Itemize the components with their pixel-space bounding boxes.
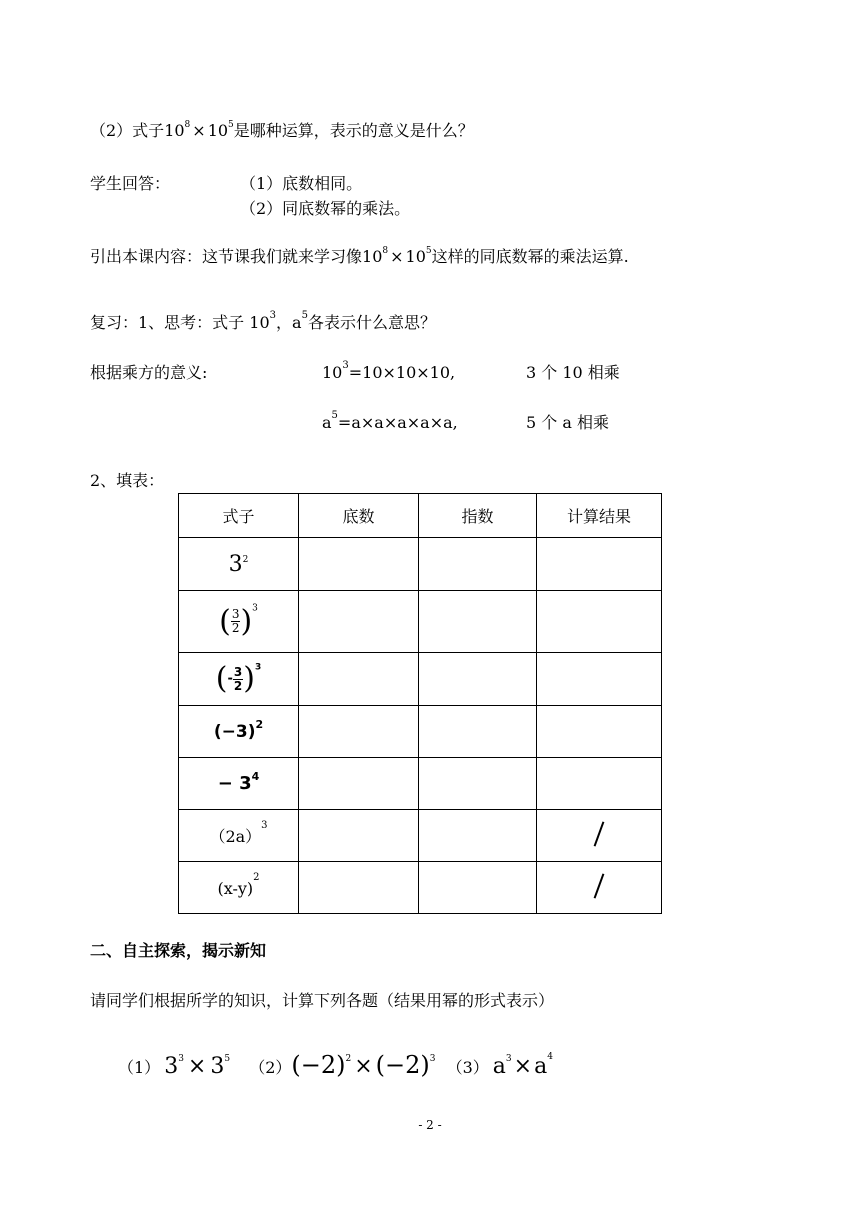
result-cell-not-applicable	[537, 862, 662, 914]
power-exponent: 4	[547, 1052, 553, 1062]
power-exponent: 3	[178, 1054, 184, 1064]
base-cell[interactable]	[299, 810, 419, 862]
fill-in-table	[178, 493, 662, 914]
slash-mark	[594, 821, 605, 846]
student-answer-1: （1）底数相同。	[240, 174, 363, 193]
left-paren: (	[215, 661, 228, 696]
power-base: (−2)	[375, 1051, 430, 1079]
review-middle: ，a	[276, 313, 302, 332]
expansion: =10×10×10,	[348, 363, 456, 382]
power-exponent: 3	[252, 603, 258, 613]
power-base: 3	[164, 1054, 179, 1079]
power-exponent: 3	[505, 1054, 512, 1064]
right-paren: )	[240, 603, 253, 639]
table-row	[179, 591, 662, 653]
power-exponent: 8	[184, 120, 191, 130]
power-exponent: 2	[253, 871, 260, 883]
header-expression: 式子	[179, 494, 299, 538]
exercise-1-label: （1）	[118, 1058, 161, 1077]
slash-mark	[594, 873, 605, 898]
table-row	[179, 758, 662, 810]
power-exponent: 3	[429, 1054, 436, 1064]
expression-cell	[179, 653, 299, 706]
exercise-2-label: （2）	[249, 1058, 292, 1077]
question-2-suffix: 是哪种运算，表示的意义是什么？	[233, 121, 474, 140]
power-exponent: 5	[228, 120, 234, 130]
power-base: a	[322, 413, 332, 432]
table-row	[179, 862, 662, 914]
power-base: (x-y)	[217, 878, 254, 898]
header-exponent: 指数	[419, 494, 537, 538]
question-2-prefix: （2）式子	[90, 121, 165, 140]
expression-cell	[179, 706, 299, 758]
review-prefix: 复习：1、思考：式子 10	[90, 313, 270, 332]
review-question	[90, 312, 436, 334]
result-cell[interactable]	[537, 538, 662, 591]
expression-cell	[179, 862, 299, 914]
table-label: 2、填表：	[90, 471, 165, 490]
lesson-intro	[90, 246, 629, 268]
fraction-denominator: 2	[231, 621, 240, 635]
table-header-row	[179, 494, 662, 538]
fraction	[231, 608, 241, 635]
base-cell[interactable]	[299, 653, 419, 706]
section-instruction: 请同学们根据所学的知识，计算下列各题（结果用幂的形式表示）	[90, 991, 555, 1010]
result-cell[interactable]	[537, 591, 662, 653]
power-exponent: 3	[269, 310, 277, 321]
result-cell[interactable]	[537, 653, 662, 706]
power-exponent: 2	[255, 717, 264, 731]
power-exponent: 5	[224, 1054, 231, 1064]
base-cell[interactable]	[299, 706, 419, 758]
power-base: 10	[362, 247, 383, 266]
meaning-note-2: 5 个 a 相乘	[526, 413, 609, 432]
base-cell[interactable]	[299, 538, 419, 591]
times-sign: ×	[354, 1054, 373, 1079]
power-exponent: 5	[331, 410, 338, 421]
power-base: 10	[322, 363, 343, 382]
minus-sign: -	[227, 671, 233, 687]
meaning-label: 根据乘方的意义:	[90, 363, 208, 382]
power-exponent: 5	[301, 310, 308, 321]
power-base: 10	[207, 121, 229, 140]
power-exponent: 5	[425, 246, 432, 256]
exponent-cell[interactable]	[419, 591, 537, 653]
header-result: 计算结果	[537, 494, 662, 538]
question-2	[90, 120, 474, 142]
base-cell[interactable]	[299, 862, 419, 914]
fraction-denominator: 2	[233, 678, 243, 693]
power-exponent: 8	[382, 246, 389, 256]
result-cell[interactable]	[537, 758, 662, 810]
power-exponent: 3	[254, 662, 262, 673]
power-exponent: 2	[345, 1054, 352, 1064]
meaning-note-1: 3 个 10 相乘	[526, 363, 620, 382]
times-sign: ×	[513, 1054, 533, 1079]
lesson-intro-prefix: 引出本课内容：这节课我们就来学习像	[90, 247, 363, 266]
base-cell[interactable]	[299, 591, 419, 653]
power-base: (−3)	[213, 721, 256, 742]
expression-cell	[179, 758, 299, 810]
page-number: - 2 -	[418, 1118, 442, 1132]
power-base: a	[534, 1054, 548, 1079]
times-sign: ×	[192, 121, 206, 140]
times-sign: ×	[390, 247, 404, 266]
left-paren: (	[219, 603, 231, 639]
exponent-cell[interactable]	[419, 706, 537, 758]
power-exponent: 3	[342, 360, 349, 371]
exercise-3-label: （3）	[446, 1058, 489, 1077]
power-base: 10	[164, 121, 185, 140]
expression-cell	[179, 538, 299, 591]
power-exponent: 3	[261, 820, 268, 831]
fraction-numerator: 3	[231, 607, 240, 621]
fraction-numerator: 3	[233, 664, 243, 679]
result-cell[interactable]	[537, 706, 662, 758]
power-exponent: 4	[251, 770, 260, 783]
times-sign: ×	[187, 1054, 207, 1079]
power-base: 10	[405, 247, 426, 266]
exponent-cell[interactable]	[419, 862, 537, 914]
exercise-line	[118, 1050, 553, 1083]
base-cell[interactable]	[299, 758, 419, 810]
expansion: =a×a×a×a×a,	[337, 413, 458, 432]
table-row	[179, 653, 662, 706]
meaning-row-1	[322, 362, 455, 384]
meaning-row-2	[322, 412, 458, 434]
power-base: 3	[210, 1054, 225, 1079]
power-base: − 3	[217, 773, 252, 794]
power-base: a	[492, 1054, 506, 1079]
section-heading: 二、自主探索，揭示新知	[90, 941, 267, 960]
exponent-cell[interactable]	[419, 653, 537, 706]
power-base: （2a）	[209, 827, 262, 846]
fraction	[233, 666, 243, 693]
expression-cell	[179, 810, 299, 862]
exponent-cell[interactable]	[419, 810, 537, 862]
power-base: (−2)	[291, 1051, 346, 1079]
table-row	[179, 538, 662, 591]
right-paren: )	[243, 661, 255, 696]
lesson-intro-suffix: 这样的同底数幂的乘法运算.	[431, 247, 629, 266]
power-base: 3	[228, 551, 243, 577]
expression-cell	[179, 591, 299, 653]
table-row	[179, 810, 662, 862]
student-answer-label: 学生回答：	[90, 174, 171, 193]
exponent-cell[interactable]	[419, 758, 537, 810]
power-exponent: 2	[242, 554, 249, 565]
result-cell-not-applicable	[537, 810, 662, 862]
review-suffix: 各表示什么意思？	[307, 313, 436, 332]
exponent-cell[interactable]	[419, 538, 537, 591]
student-answer-2: （2）同底数幂的乘法。	[240, 199, 411, 218]
header-base: 底数	[299, 494, 419, 538]
table-row	[179, 706, 662, 758]
